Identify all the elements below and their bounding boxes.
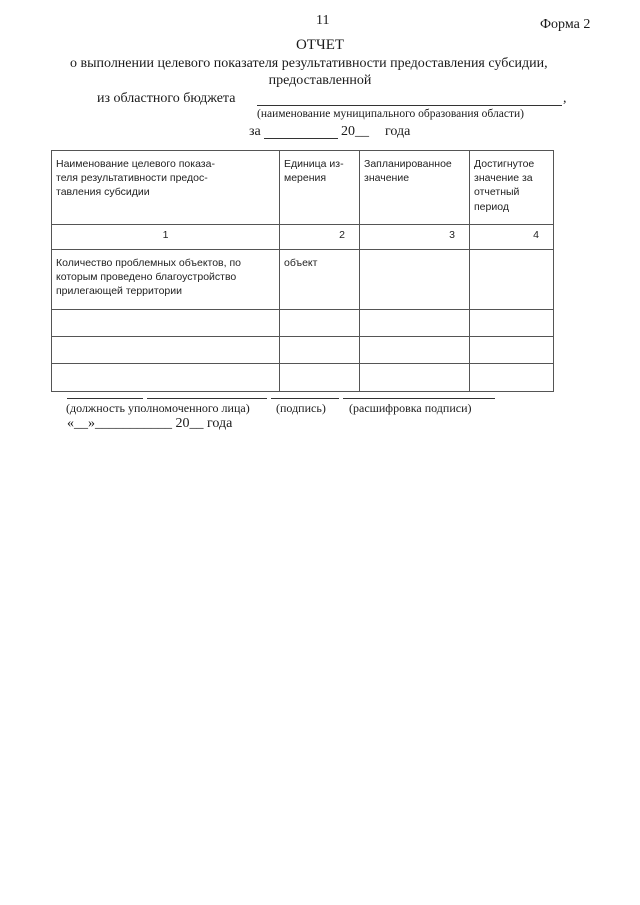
period-year: 20__	[341, 124, 369, 139]
signature-caption: (подпись)	[276, 401, 326, 415]
decode-caption: (расшифровка подписи)	[349, 401, 472, 415]
period-label: за	[249, 124, 261, 139]
table-header-row	[52, 151, 554, 225]
planned-value-cell[interactable]	[360, 337, 470, 364]
planned-value-cell[interactable]	[360, 364, 470, 392]
date-line: «__»___________ 20__ года	[67, 416, 233, 431]
column-number: 1	[52, 225, 280, 250]
achieved-value-cell[interactable]	[470, 250, 554, 310]
table-row	[52, 250, 554, 310]
budget-comma: ,	[563, 91, 567, 106]
table-row	[52, 364, 554, 392]
municipality-caption: (наименование муниципального образования области)	[257, 108, 524, 120]
indicator-name-cell[interactable]	[52, 310, 280, 337]
unit-cell[interactable]	[280, 310, 360, 337]
unit-cell[interactable]	[280, 364, 360, 392]
position-caption: (должность уполномоченного лица)	[66, 401, 250, 415]
signature-line[interactable]	[271, 398, 339, 399]
municipality-fill-line[interactable]	[257, 105, 562, 106]
indicator-name-cell: Количество проблемных объектов, по которым проведено благоустройство прилегающей территории	[52, 250, 280, 310]
period-fill-line[interactable]	[264, 138, 338, 139]
header-unit: Единица из- мерения	[280, 151, 360, 225]
report-title: ОТЧЕТ	[295, 37, 345, 53]
column-number: 3	[360, 225, 470, 250]
column-number-row	[52, 225, 554, 250]
achieved-value-cell[interactable]	[470, 310, 554, 337]
column-number: 4	[470, 225, 554, 250]
report-subtitle-line1: о выполнении целевого показателя результативности предоставления субсидии,	[70, 56, 548, 71]
indicator-name-cell[interactable]	[52, 337, 280, 364]
unit-cell[interactable]	[280, 337, 360, 364]
achieved-value-cell[interactable]	[470, 364, 554, 392]
table-row	[52, 337, 554, 364]
signature-decode-line[interactable]	[343, 398, 495, 399]
period-year-word: года	[385, 124, 411, 139]
indicator-name-cell[interactable]	[52, 364, 280, 392]
report-subtitle-line2: предоставленной	[268, 73, 372, 88]
header-planned-value: Запланированное значение	[360, 151, 470, 225]
achieved-value-cell[interactable]	[470, 337, 554, 364]
unit-cell: объект	[280, 250, 360, 310]
planned-value-cell[interactable]	[360, 310, 470, 337]
table-row	[52, 310, 554, 337]
header-indicator-name: Наименование целевого показа- теля результативности предос- тавления субсидии	[52, 151, 280, 225]
indicator-table	[51, 150, 554, 392]
planned-value-cell[interactable]	[360, 250, 470, 310]
header-achieved-value: Достигнутое значение за отчетный период	[470, 151, 554, 225]
page-number: 11	[316, 13, 330, 28]
column-number: 2	[280, 225, 360, 250]
form-label: Форма 2	[540, 17, 591, 32]
budget-label: из областного бюджета	[97, 91, 236, 106]
position-signature-line-2[interactable]	[147, 398, 267, 399]
position-signature-line[interactable]	[67, 398, 143, 399]
